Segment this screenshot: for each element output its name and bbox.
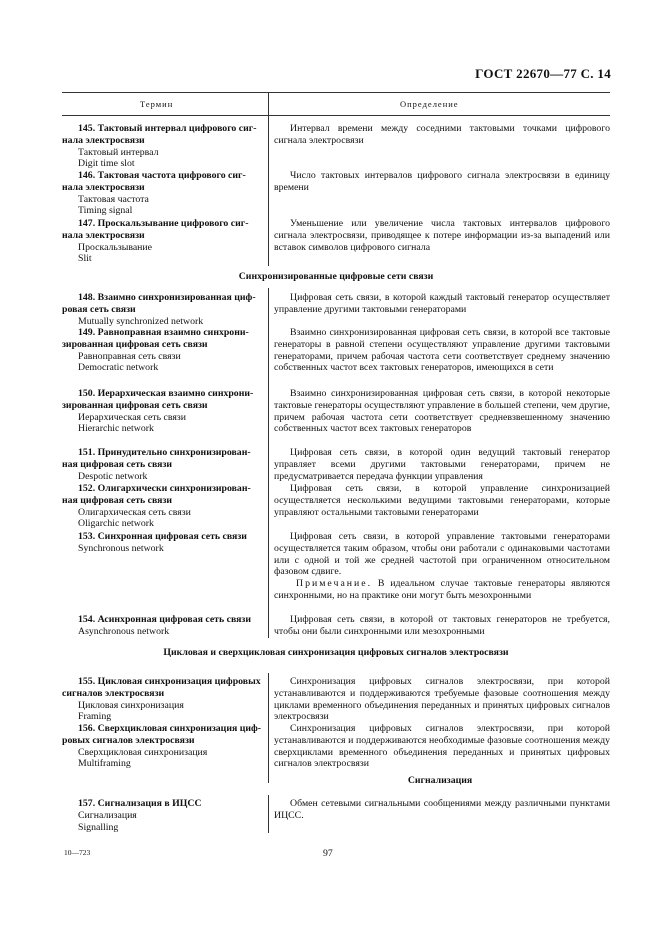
term-definition: Интервал времени между соседними тактовыми точками цифрового сигнала электросвязи <box>274 123 610 146</box>
term-title: 150. Иерархическая взаимно синхрони- <box>78 388 254 399</box>
column-divider <box>268 795 269 833</box>
term-title: 155. Цикловая синхронизация цифровых <box>78 676 261 687</box>
term-title: 154. Асинхронная цифровая сеть связи <box>78 614 252 625</box>
term-english: Asynchronous network <box>78 625 170 637</box>
term-title: 153. Синхронная цифровая сеть связи <box>78 531 247 542</box>
term-synonym: Олигархическая сеть связи <box>78 506 191 518</box>
term-synonym: Сигнализация <box>78 809 137 821</box>
note-text: В идеальном случае тактовые генераторы являются синхронными, но на практике они могут быть мезохронными <box>274 578 610 601</box>
term-english: Hierarchic network <box>78 423 154 435</box>
page-number: 97 <box>323 848 333 859</box>
term-title: зированная цифровая сеть связи <box>62 338 208 350</box>
print-code: 10—723 <box>64 848 91 857</box>
term-definition: Синхронизация цифровых сигналов электросвязи, при которой устанавливаются и поддерживаются необходимые фазовые соотношения между сверхциклами временного объединения переданных и принятых цифровых сигналов электросвязи <box>274 723 610 770</box>
term-definition: Цифровая сеть связи, в которой управление синхронизацией осуществляется несколькими ведущими тактовыми генераторами, которые управляют остальными тактовыми генераторами <box>274 483 610 518</box>
term-english: Oligarchic network <box>78 518 154 530</box>
term-definition: Число тактовых интервалов цифрового сигнала электросвязи в единицу времени <box>274 170 610 193</box>
term-definition: Взаимно синхронизированная цифровая сеть связи, в которой некоторые тактовые генераторы осуществляют управление в большей степени, чем другие, причем рабочая частота сети соответствует средневзвешенному значению собственных частот всех тактовых генераторов <box>274 388 610 435</box>
term-synonym: Проскальзывание <box>78 241 152 253</box>
section-heading: Синхронизированные цифровые сети связи <box>238 271 434 282</box>
term-definition: Цифровая сеть связи, в которой один ведущий тактовый генератор управляет всеми другими тактовыми генераторами, причем не предусматривается передача функции управления <box>274 447 610 482</box>
term-title: 145. Тактовый интервал цифрового сиг- <box>78 123 257 134</box>
term-title: 156. Сверхцикловая синхронизация циф- <box>78 723 262 734</box>
term-definition: Взаимно синхронизированная цифровая сеть связи, в которой все тактовые генераторы в равной степени осуществляют управление другими тактовыми генераторами, причем рабочая частота сети соответствует среднему значению собственных частот всех тактовых генераторов, имеющихся в сети <box>274 327 610 374</box>
term-title: 152. Олигархически синхронизирован- <box>78 483 251 494</box>
term-synonym: Сверхцикловая синхронизация <box>78 746 208 758</box>
term-english: Framing <box>78 711 112 723</box>
column-head-definition: Определение <box>400 99 459 109</box>
term-english: Mutually synchronized network <box>78 315 204 327</box>
section-heading: Цикловая и сверхцикловая синхронизация цифровых сигналов электросвязи <box>163 647 509 658</box>
term-title: 151. Принудительно синхронизирован- <box>78 447 251 458</box>
term-title: нала электросвязи <box>62 229 145 241</box>
column-divider <box>268 288 269 638</box>
term-english: Multiframing <box>78 758 131 770</box>
term-title: ная цифровая сеть связи <box>62 494 173 506</box>
term-title: 146. Тактовая частота цифрового сиг- <box>78 170 246 181</box>
term-note <box>274 578 610 602</box>
document-header: ГОСТ 22670—77 С. 14 <box>475 66 611 81</box>
note-label: Примечание. <box>296 578 373 590</box>
term-title: 148. Взаимно синхронизированная циф- <box>78 292 256 303</box>
term-synonym: Цикловая синхронизация <box>78 699 184 711</box>
term-title: зированная цифровая сеть связи <box>62 399 208 411</box>
term-definition: Уменьшение или увеличение числа тактовых интервалов цифрового сигнала электросвязи, приводящее к потере информации из-за выпадений или вставок символов цифрового сигнала <box>274 218 610 253</box>
term-definition: Цифровая сеть связи, в которой каждый тактовый генератор осуществляет управление другими тактовыми генераторами <box>274 292 610 315</box>
term-english: Democratic network <box>78 362 159 374</box>
term-synonym: Тактовый интервал <box>78 146 159 158</box>
term-title: 157. Сигнализация в ИЦСС <box>78 798 202 809</box>
term-title: нала электросвязи <box>62 134 145 146</box>
term-english: Despotic network <box>78 470 148 482</box>
term-english: Signalling <box>78 821 119 833</box>
term-title: сигналов электросвязи <box>62 687 165 699</box>
term-title: 149. Равноправная взаимно синхрони- <box>78 327 249 338</box>
term-english: Digit time slot <box>78 158 135 170</box>
term-title: 147. Проскальзывание цифрового сиг- <box>78 218 249 229</box>
term-english: Slit <box>78 253 92 265</box>
term-english: Timing signal <box>78 205 133 217</box>
term-definition: Цифровая сеть связи, в которой от тактовых генераторов не требуется, чтобы они были синхронными или мезохронными <box>274 614 610 637</box>
term-definition: Обмен сетевыми сигнальными сообщениями между различными пунктами ИЦСС. <box>274 798 610 821</box>
table-header-rule <box>62 115 610 116</box>
term-definition: Цифровая сеть связи, в которой управление тактовыми генераторами осуществляется таким образом, чтобы они работали с одинаковыми частотами или с одной и той же средней частотой при ограниченном относительном фазовом сдвиге. <box>274 531 610 578</box>
term-english: Synchronous network <box>78 542 164 554</box>
column-head-term: Термин <box>140 99 174 109</box>
column-divider <box>268 673 269 783</box>
term-synonym: Тактовая частота <box>78 193 149 205</box>
term-title: ная цифровая сеть связи <box>62 458 173 470</box>
column-divider <box>268 92 269 266</box>
term-title: ровая сеть связи <box>62 303 136 315</box>
table-top-rule <box>62 92 610 93</box>
term-title: ровых сигналов электросвязи <box>62 734 195 746</box>
term-synonym: Равноправная сеть связи <box>78 350 181 362</box>
term-title: нала электросвязи <box>62 181 145 193</box>
term-synonym: Иерархическая сеть связи <box>78 411 186 423</box>
section-heading: Сигнализация <box>407 775 473 786</box>
term-definition: Синхронизация цифровых сигналов электросвязи, при которой устанавливаются и поддерживаются требуемые фазовые соотношения между циклами временного объединения переданных и принятых цифровых сигналов электросвязи <box>274 676 610 723</box>
